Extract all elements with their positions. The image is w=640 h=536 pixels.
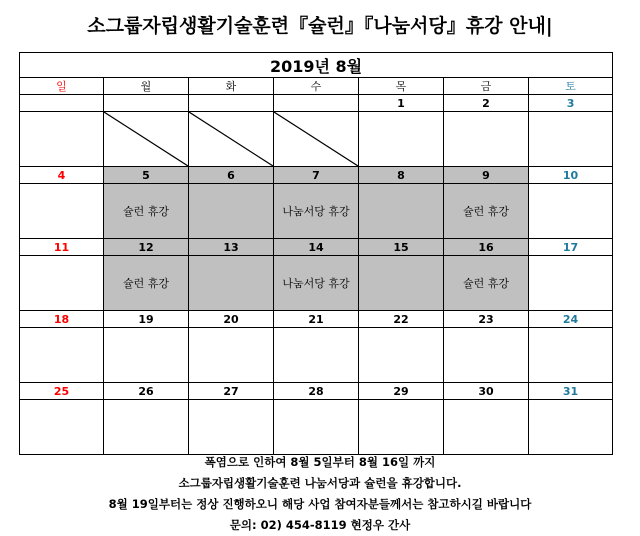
day-event-cell bbox=[359, 184, 444, 239]
day-event-cell bbox=[444, 400, 529, 455]
calendar-table bbox=[19, 52, 613, 455]
date-number: 11 bbox=[20, 239, 104, 256]
day-event-cell bbox=[359, 400, 444, 455]
week-3-dates bbox=[20, 239, 613, 256]
day-event-cell bbox=[20, 256, 104, 311]
day-event-cell bbox=[359, 112, 444, 167]
date-number: 14 bbox=[274, 239, 359, 256]
empty-day-cell bbox=[189, 112, 274, 167]
weekday-wed: 수 bbox=[274, 78, 359, 95]
date-number bbox=[104, 95, 189, 112]
diagonal-line bbox=[274, 112, 358, 166]
date-number: 15 bbox=[359, 239, 444, 256]
notice-line-4: 문의: 02) 454-8119 현정우 간사 bbox=[229, 518, 411, 532]
day-event-cell bbox=[104, 328, 189, 383]
day-event-cell bbox=[20, 328, 104, 383]
day-event-cell bbox=[20, 400, 104, 455]
notice-line-1: 폭염으로 인하여 8월 5일부터 8월 16일 까지 bbox=[204, 455, 436, 469]
empty-day-cell bbox=[104, 112, 189, 167]
date-number: 16 bbox=[444, 239, 529, 256]
week-5-dates bbox=[20, 383, 613, 400]
day-event-cell bbox=[274, 328, 359, 383]
day-event-cell bbox=[359, 328, 444, 383]
date-number: 9 bbox=[444, 167, 529, 184]
date-number: 18 bbox=[20, 311, 104, 328]
week-4-events bbox=[20, 328, 613, 383]
day-event-cell bbox=[189, 256, 274, 311]
weekday-thu: 목 bbox=[359, 78, 444, 95]
date-number bbox=[20, 95, 104, 112]
day-event-cell bbox=[359, 256, 444, 311]
day-event-cell bbox=[529, 256, 613, 311]
month-label: 2019년 8월 bbox=[20, 53, 613, 78]
day-event-cell: 슐런 휴강 bbox=[104, 184, 189, 239]
day-event-cell bbox=[529, 328, 613, 383]
weekday-sun: 일 bbox=[20, 78, 104, 95]
date-number: 7 bbox=[274, 167, 359, 184]
date-number: 19 bbox=[104, 311, 189, 328]
notice-line-3: 8월 19일부터는 정상 진행하오니 해당 사업 참여자분들께서는 참고하시길 바랍니다 bbox=[108, 497, 532, 511]
week-1-dates bbox=[20, 95, 613, 112]
day-event-cell bbox=[104, 400, 189, 455]
date-number: 20 bbox=[189, 311, 274, 328]
day-event-cell bbox=[189, 184, 274, 239]
day-event-cell bbox=[444, 328, 529, 383]
weekday-fri: 금 bbox=[444, 78, 529, 95]
week-3-events bbox=[20, 256, 613, 311]
week-1-events bbox=[20, 112, 613, 167]
day-event-cell: 슐런 휴강 bbox=[104, 256, 189, 311]
date-number: 24 bbox=[529, 311, 613, 328]
date-number: 1 bbox=[359, 95, 444, 112]
date-number: 31 bbox=[529, 383, 613, 400]
date-number: 23 bbox=[444, 311, 529, 328]
empty-day-cell bbox=[274, 112, 359, 167]
page-title: 소그룹자립생활기술훈련『슐런』『나눔서당』휴강 안내| bbox=[87, 15, 553, 37]
date-number: 28 bbox=[274, 383, 359, 400]
day-event-cell bbox=[189, 328, 274, 383]
date-number bbox=[274, 95, 359, 112]
date-number: 8 bbox=[359, 167, 444, 184]
date-number bbox=[189, 95, 274, 112]
day-event-cell: 나눔서당 휴강 bbox=[274, 184, 359, 239]
day-event-cell: 슐런 휴강 bbox=[444, 184, 529, 239]
week-5-events bbox=[20, 400, 613, 455]
date-number: 27 bbox=[189, 383, 274, 400]
date-number: 29 bbox=[359, 383, 444, 400]
notice bbox=[0, 452, 640, 536]
diagonal-line bbox=[189, 112, 273, 166]
week-4-dates bbox=[20, 311, 613, 328]
date-number: 3 bbox=[529, 95, 613, 112]
day-event-cell: 슐런 휴강 bbox=[444, 256, 529, 311]
weekday-header bbox=[20, 78, 613, 95]
day-event-cell: 나눔서당 휴강 bbox=[274, 256, 359, 311]
weekday-mon: 월 bbox=[104, 78, 189, 95]
date-number: 10 bbox=[529, 167, 613, 184]
day-event-cell bbox=[20, 184, 104, 239]
date-number: 5 bbox=[104, 167, 189, 184]
date-number: 2 bbox=[444, 95, 529, 112]
date-number: 12 bbox=[104, 239, 189, 256]
day-event-cell bbox=[189, 400, 274, 455]
date-number: 4 bbox=[20, 167, 104, 184]
date-number: 26 bbox=[104, 383, 189, 400]
week-2-events bbox=[20, 184, 613, 239]
day-event-cell bbox=[444, 112, 529, 167]
date-number: 17 bbox=[529, 239, 613, 256]
day-event-cell bbox=[20, 112, 104, 167]
date-number: 21 bbox=[274, 311, 359, 328]
week-2-dates bbox=[20, 167, 613, 184]
day-event-cell bbox=[529, 112, 613, 167]
weekday-sat: 토 bbox=[529, 78, 613, 95]
date-number: 13 bbox=[189, 239, 274, 256]
weekday-tue: 화 bbox=[189, 78, 274, 95]
date-number: 22 bbox=[359, 311, 444, 328]
day-event-cell bbox=[529, 400, 613, 455]
day-event-cell bbox=[529, 184, 613, 239]
diagonal-line bbox=[104, 112, 188, 166]
date-number: 30 bbox=[444, 383, 529, 400]
day-event-cell bbox=[274, 400, 359, 455]
date-number: 25 bbox=[20, 383, 104, 400]
date-number: 6 bbox=[189, 167, 274, 184]
notice-line-2: 소그룹자립생활기술훈련 나눔서당과 슐런을 휴강합니다. bbox=[178, 476, 462, 490]
